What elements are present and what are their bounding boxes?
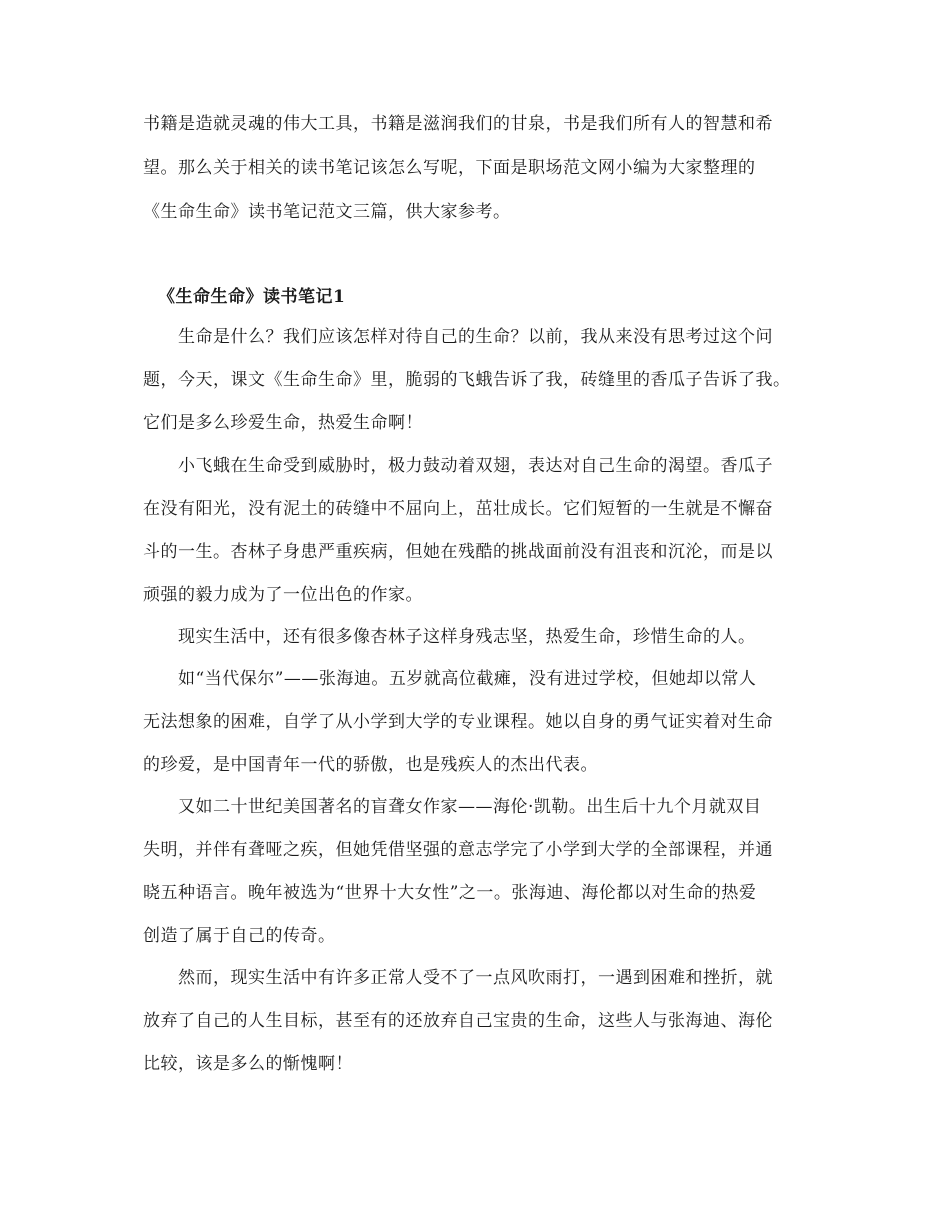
paragraph-2-line-4: 顽强的毅力成为了一位出色的作家。 [143, 585, 423, 605]
paragraph-5-line-4: 创造了属于自己的传奇。 [143, 926, 336, 946]
paragraph-4-line-1: 如“当代保尔”——张海迪。五岁就高位截瘫，没有进过学校，但她却以常人 [178, 669, 757, 689]
intro-line-2: 望。那么关于相关的读书笔记该怎么写呢，下面是职场范文网小编为大家整理的 [143, 158, 756, 178]
intro-line-3: 《生命生命》读书笔记范文三篇，供大家参考。 [143, 202, 511, 222]
paragraph-1-line-3: 它们是多么珍爱生命，热爱生命啊！ [143, 413, 423, 433]
paragraph-1-line-1: 生命是什么？我们应该怎样对待自己的生命？以前，我从来没有思考过这个问 [178, 327, 773, 347]
paragraph-5-line-1: 又如二十世纪美国著名的盲聋女作家——海伦·凯勒。出生后十九个月就双目 [178, 797, 762, 817]
paragraph-3-line-1: 现实生活中，还有很多像杏林子这样身残志坚，热爱生命，珍惜生命的人。 [178, 627, 756, 647]
paragraph-6-line-3: 比较，该是多么的惭愧啊！ [143, 1054, 353, 1074]
paragraph-1-line-2: 题，今天，课文《生命生命》里，脆弱的飞蛾告诉了我，砖缝里的香瓜子告诉了我。 [143, 370, 791, 390]
paragraph-2-line-2: 在没有阳光，没有泥土的砖缝中不屈向上，茁壮成长。它们短暂的一生就是不懈奋 [143, 499, 773, 519]
intro-line-1: 书籍是造就灵魂的伟大工具，书籍是滋润我们的甘泉，书是我们所有人的智慧和希 [143, 114, 773, 134]
paragraph-5-line-2: 失明，并伴有聋哑之疾，但她凭借坚强的意志学完了小学到大学的全部课程，并通 [143, 840, 773, 860]
paragraph-5-line-3: 晓五种语言。晚年被选为“世界十大女性”之一。张海迪、海伦都以对生命的热爱 [143, 883, 757, 903]
paragraph-2-line-1: 小飞蛾在生命受到威胁时，极力鼓动着双翅，表达对自己生命的渴望。香瓜子 [178, 456, 773, 476]
paragraph-4-line-2: 无法想象的困难，自学了从小学到大学的专业课程。她以自身的勇气证实着对生命 [143, 712, 773, 732]
section-heading: 《生命生命》读书笔记1 [158, 287, 346, 307]
paragraph-6-line-2: 放弃了自己的人生目标，甚至有的还放弃自己宝贵的生命，这些人与张海迪、海伦 [143, 1011, 773, 1031]
paragraph-6-line-1: 然而，现实生活中有许多正常人受不了一点风吹雨打，一遇到困难和挫折，就 [178, 968, 773, 988]
paragraph-4-line-3: 的珍爱，是中国青年一代的骄傲，也是残疾人的杰出代表。 [143, 755, 598, 775]
paragraph-2-line-3: 斗的一生。杏林子身患严重疾病，但她在残酷的挑战面前没有沮丧和沉沦，而是以 [143, 542, 773, 562]
